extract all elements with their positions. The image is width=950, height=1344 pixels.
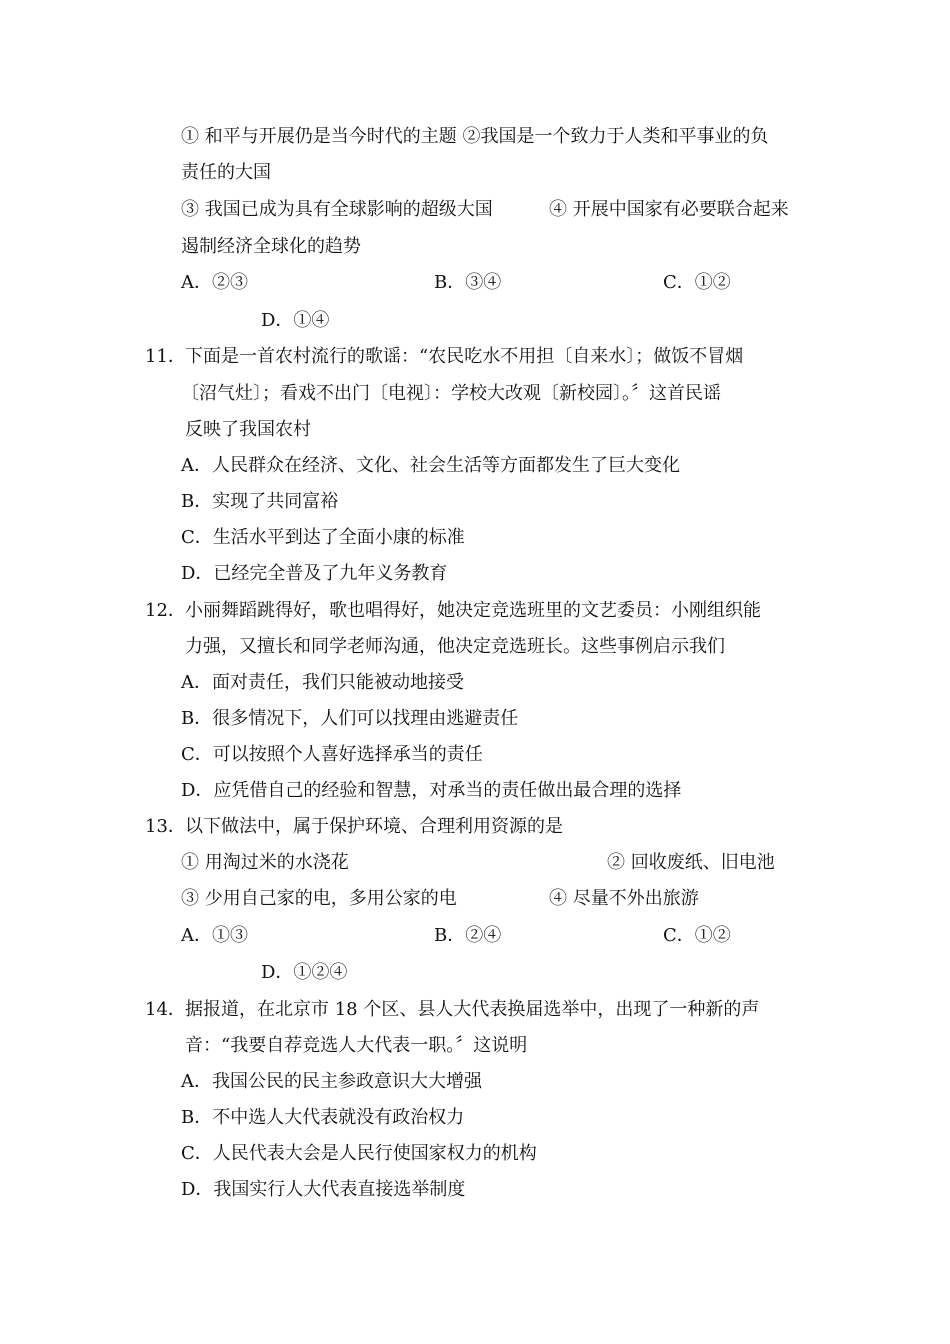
- q11-stem-line-2: 〔沼气灶〕；看戏不出门〔电视〕：学校大改观〔新校园〕。〞这首民谣: [181, 383, 721, 404]
- q11-option-c: C．生活水平到达了全面小康的标准: [181, 527, 465, 548]
- q11-stem-line-3: 反映了我国农村: [185, 419, 311, 440]
- q10-option-d: D．①④: [261, 310, 330, 331]
- q12-stem-line-2: 力强，又擅长和同学老师沟通，他决定竞选班长。这些事例启示我们: [185, 636, 725, 657]
- q10-statement-1-line-2: 责任的大国: [181, 162, 271, 183]
- q10-option-c: C．①②: [663, 272, 731, 293]
- q10-option-a: A．②③: [181, 272, 248, 293]
- q13-statement-3: ③ 少用自己家的电，多用公家的电: [181, 888, 457, 909]
- q14-option-d: D．我国实行人大代表直接选举制度: [181, 1179, 466, 1200]
- q11-option-b: B．实现了共同富裕: [181, 491, 339, 512]
- q13-statement-4: ④ 尽量不外出旅游: [549, 888, 699, 909]
- q13-stem-line-1: 以下做法中，属于保护环境、合理利用资源的是: [185, 816, 563, 837]
- q12-option-a: A．面对责任，我们只能被动地接受: [181, 672, 464, 693]
- q11-option-d: D．已经完全普及了九年义务教育: [181, 563, 448, 584]
- q12-stem-line-1: 小丽舞蹈跳得好，歌也唱得好，她决定竞选班里的文艺委员：小刚组织能: [185, 600, 761, 621]
- q11-number: 11．: [145, 346, 186, 367]
- q12-number: 12．: [145, 600, 186, 621]
- q14-option-a: A．我国公民的民主参政意识大大增强: [181, 1071, 482, 1092]
- q14-option-c: C．人民代表大会是人民行使国家权力的机构: [181, 1143, 537, 1164]
- q12-option-c: C．可以按照个人喜好选择承当的责任: [181, 744, 483, 765]
- q13-option-b: B．②④: [434, 925, 502, 946]
- q14-stem-line-1: 据报道，在北京市 18 个区、县人大代表换届选举中，出现了一种新的声: [185, 999, 760, 1020]
- q12-option-d: D．应凭借自己的经验和智慧，对承当的责任做出最合理的选择: [181, 780, 682, 801]
- q10-statement-4-line-1: ④ 开展中国家有必要联合起来: [549, 199, 789, 220]
- q13-option-d: D．①②④: [261, 962, 348, 983]
- q10-statement-1-line-1: ① 和平与开展仍是当今时代的主题 ②我国是一个致力于人类和平事业的负: [181, 126, 769, 147]
- q11-option-a: A．人民群众在经济、文化、社会生活等方面都发生了巨大变化: [181, 455, 680, 476]
- q13-statement-2: ② 回收废纸、旧电池: [607, 852, 775, 873]
- q10-statement-3: ③ 我国已成为具有全球影响的超级大国: [181, 199, 493, 220]
- q10-option-b: B．③④: [434, 272, 502, 293]
- q14-number: 14．: [145, 999, 186, 1020]
- q13-option-a: A．①③: [181, 925, 248, 946]
- q14-option-b: B．不中选人大代表就没有政治权力: [181, 1107, 465, 1128]
- q13-option-c: C．①②: [663, 925, 731, 946]
- q13-statement-1: ① 用淘过米的水浇花: [181, 852, 349, 873]
- q12-option-b: B．很多情况下，人们可以找理由逃避责任: [181, 708, 519, 729]
- q10-statement-4-line-2: 遏制经济全球化的趋势: [181, 236, 361, 257]
- q14-stem-line-2: 音：“我要自荐竞选人大代表一职。〞这说明: [185, 1035, 528, 1056]
- q11-stem-line-1: 下面是一首农村流行的歌谣：“农民吃水不用担〔自来水〕；做饭不冒烟: [185, 346, 744, 367]
- q13-number: 13．: [145, 816, 186, 837]
